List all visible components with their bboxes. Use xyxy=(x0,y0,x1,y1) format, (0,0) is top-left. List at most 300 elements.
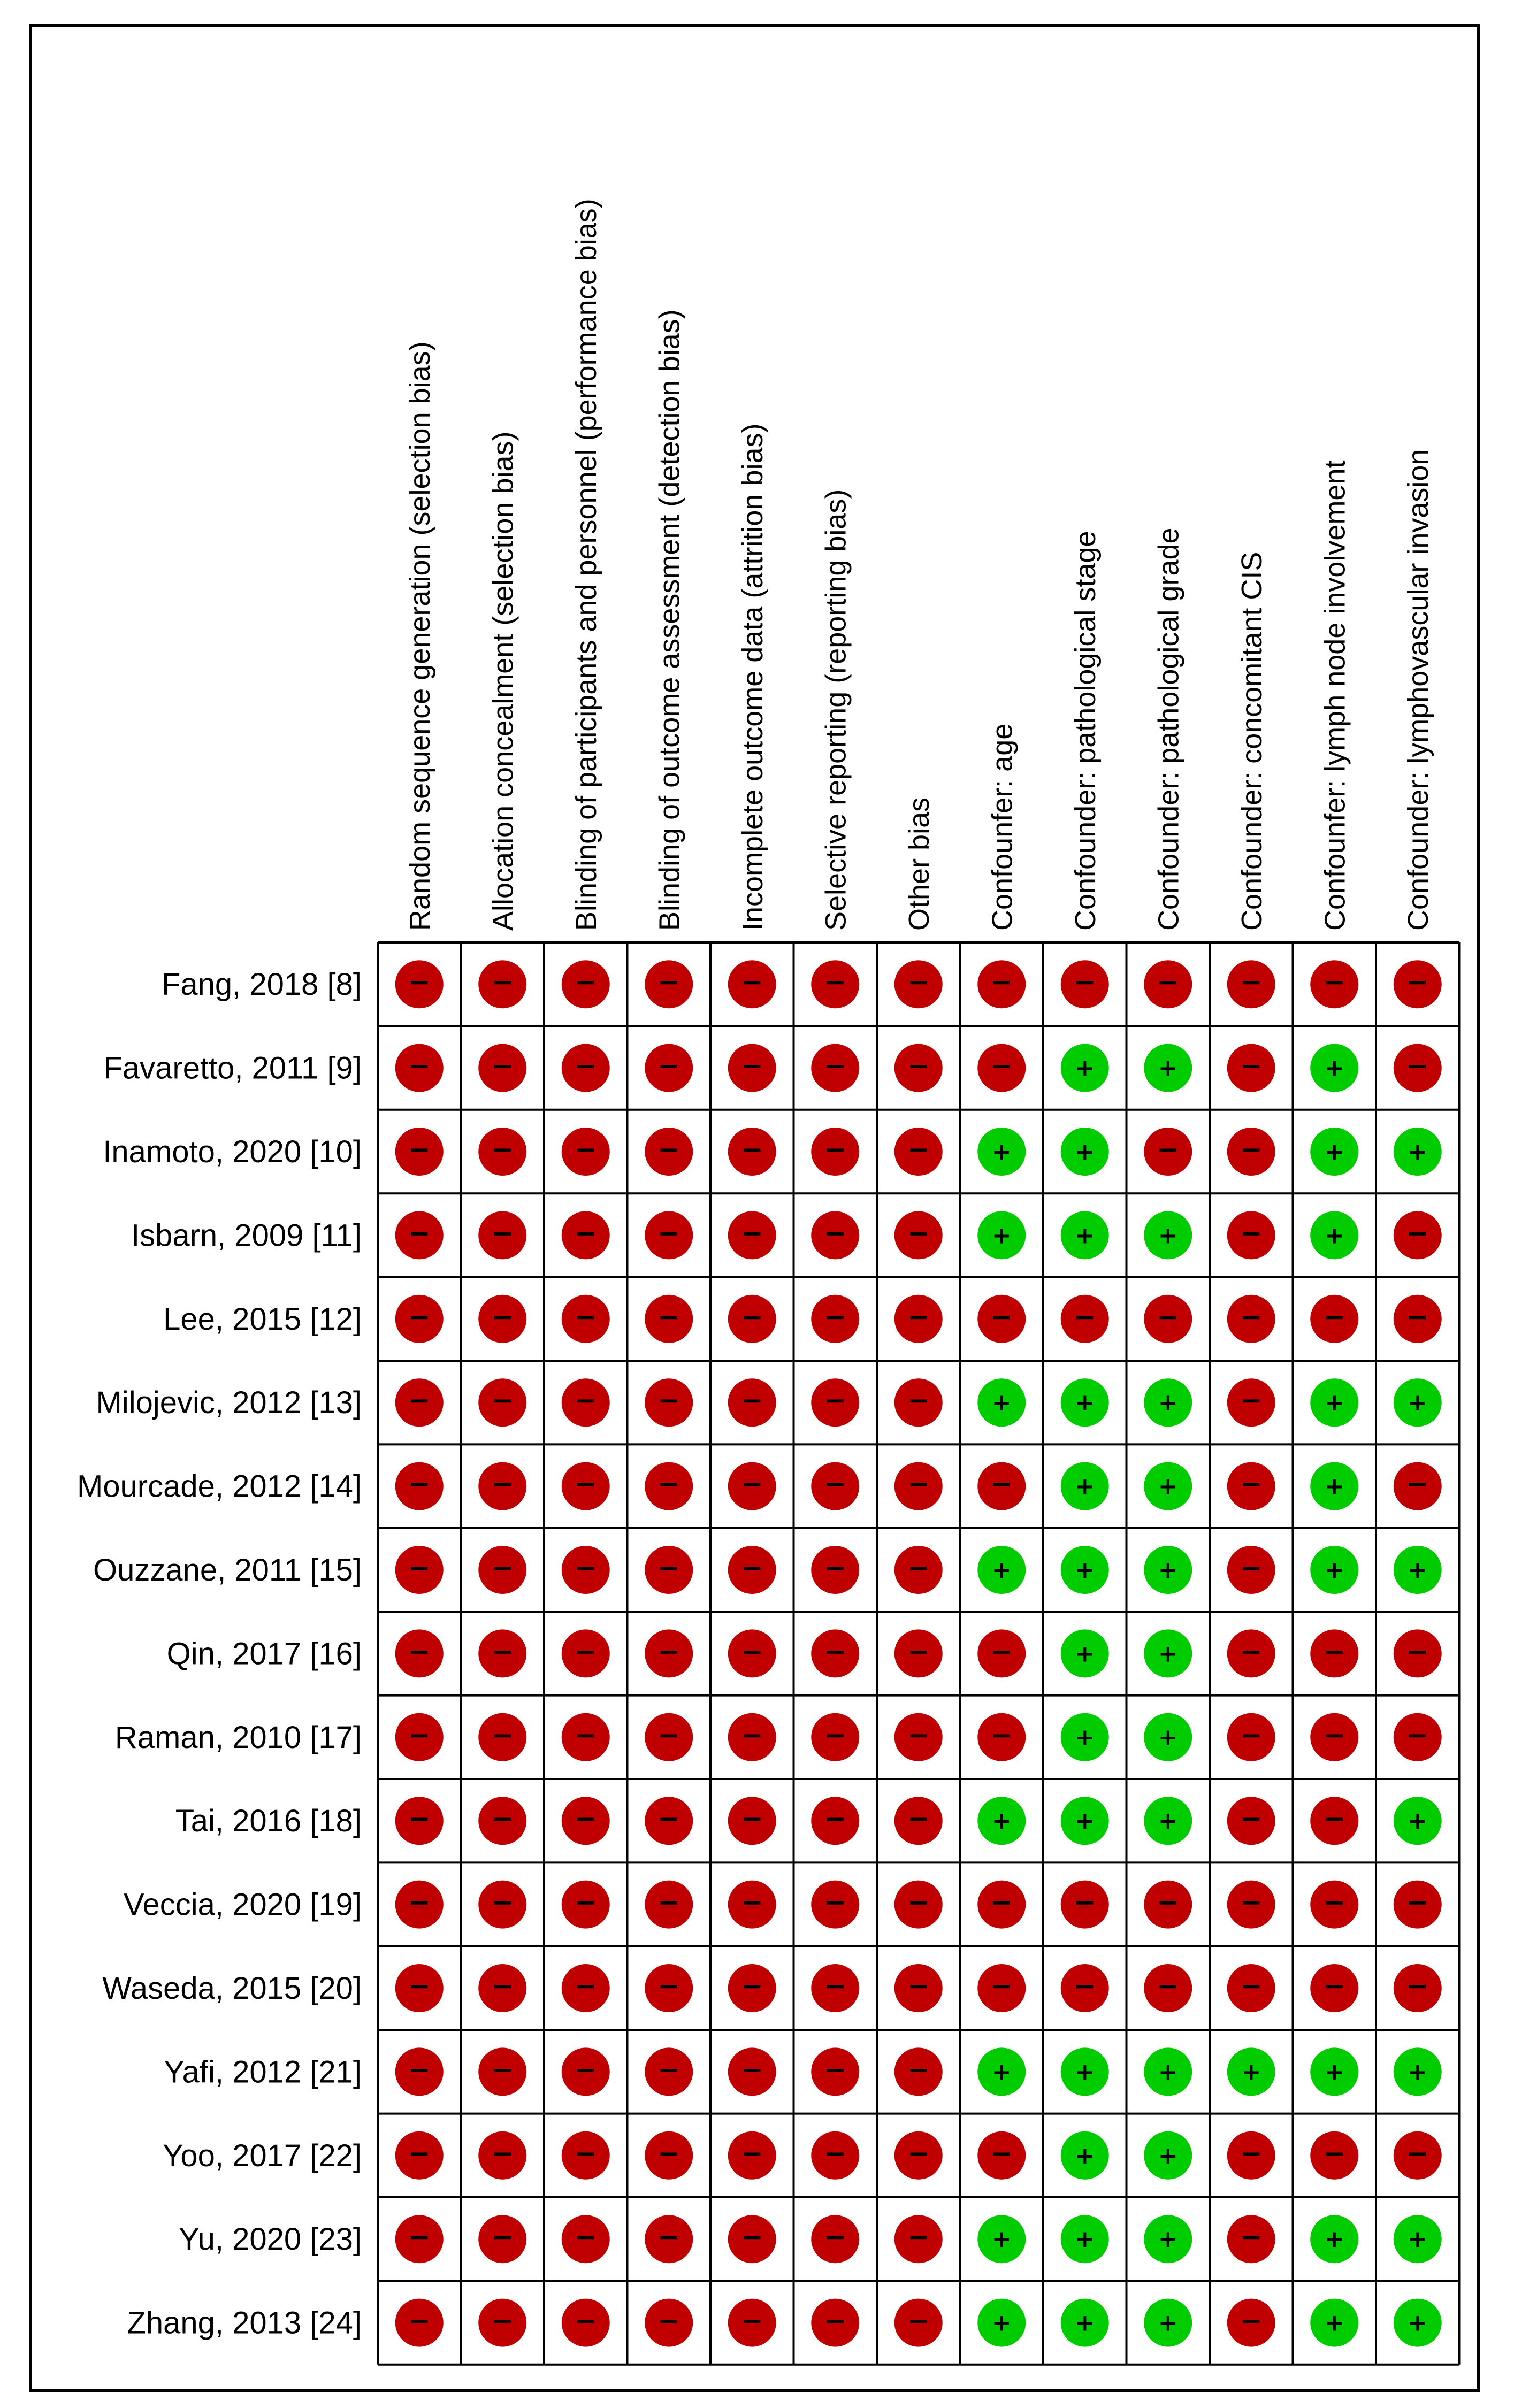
high-risk-mark xyxy=(478,1211,526,1259)
high-risk-mark xyxy=(1227,1211,1275,1259)
low-risk-mark xyxy=(977,2215,1026,2263)
high-risk-mark xyxy=(1227,2131,1275,2180)
high-risk-mark xyxy=(894,2047,943,2096)
high-risk-mark xyxy=(728,1964,776,2012)
plus-icon: + xyxy=(1075,2058,1095,2086)
plus-icon: + xyxy=(1324,2226,1344,2253)
minus-icon: − xyxy=(907,1134,930,1165)
minus-icon: − xyxy=(657,1636,680,1667)
plus-icon: + xyxy=(1075,1807,1095,1835)
high-risk-mark xyxy=(1394,1211,1442,1259)
minus-icon: − xyxy=(657,1468,680,1500)
high-risk-mark xyxy=(1144,1128,1192,1176)
minus-icon: − xyxy=(1406,2137,1429,2169)
minus-icon: − xyxy=(408,2137,431,2169)
high-risk-mark xyxy=(894,1629,943,1677)
high-risk-mark xyxy=(1227,1964,1275,2012)
minus-icon: − xyxy=(491,2221,514,2253)
high-risk-mark xyxy=(894,1044,943,1092)
high-risk-mark xyxy=(894,1462,943,1510)
high-risk-mark xyxy=(728,2047,776,2096)
high-risk-mark xyxy=(811,2299,859,2347)
minus-icon: − xyxy=(824,2221,847,2253)
minus-icon: − xyxy=(408,1301,431,1332)
plus-icon: + xyxy=(1075,2309,1095,2337)
high-risk-mark xyxy=(395,2047,444,2096)
high-risk-mark xyxy=(395,960,444,1008)
low-risk-mark xyxy=(1144,1629,1192,1677)
minus-icon: − xyxy=(657,2054,680,2085)
high-risk-mark xyxy=(1310,1797,1358,1845)
minus-icon: − xyxy=(408,1886,431,1918)
high-risk-mark xyxy=(1394,1462,1442,1510)
high-risk-mark xyxy=(645,1295,693,1343)
high-risk-mark xyxy=(894,2215,943,2263)
low-risk-mark xyxy=(1310,2299,1358,2347)
minus-icon: − xyxy=(574,1803,597,1835)
minus-icon: − xyxy=(408,2305,431,2336)
minus-icon: − xyxy=(907,1552,930,1583)
high-risk-mark xyxy=(478,1128,526,1176)
minus-icon: − xyxy=(491,1385,514,1416)
study-label: Qin, 2017 [16] xyxy=(166,1636,362,1671)
high-risk-mark xyxy=(395,2299,444,2347)
high-risk-mark xyxy=(645,960,693,1008)
low-risk-mark xyxy=(977,1378,1026,1427)
high-risk-mark xyxy=(894,960,943,1008)
plus-icon: + xyxy=(1408,1807,1428,1835)
minus-icon: − xyxy=(574,1134,597,1165)
minus-icon: − xyxy=(990,967,1013,998)
high-risk-mark xyxy=(894,1378,943,1427)
minus-icon: − xyxy=(1323,1803,1346,1835)
low-risk-mark xyxy=(1144,1797,1192,1845)
high-risk-mark xyxy=(395,1462,444,1510)
minus-icon: − xyxy=(907,2305,930,2336)
high-risk-mark xyxy=(1227,1462,1275,1510)
minus-icon: − xyxy=(657,1134,680,1165)
high-risk-mark xyxy=(894,2299,943,2347)
minus-icon: − xyxy=(1240,1468,1263,1500)
low-risk-mark xyxy=(1394,1797,1442,1845)
high-risk-mark xyxy=(1061,1964,1109,2012)
plus-icon: + xyxy=(991,2058,1012,2086)
high-risk-mark xyxy=(1061,1295,1109,1343)
plus-icon: + xyxy=(1408,2309,1428,2337)
high-risk-mark xyxy=(1227,1797,1275,1845)
study-label: Zhang, 2013 [24] xyxy=(127,2305,362,2341)
minus-icon: − xyxy=(1323,1719,1346,1751)
high-risk-mark xyxy=(1144,960,1192,1008)
minus-icon: − xyxy=(990,2137,1013,2169)
high-risk-mark xyxy=(478,2215,526,2263)
plus-icon: + xyxy=(1158,1640,1178,1668)
minus-icon: − xyxy=(824,1468,847,1500)
plus-icon: + xyxy=(1408,2226,1428,2253)
plus-icon: + xyxy=(1324,1054,1344,1082)
minus-icon: − xyxy=(1073,1301,1096,1332)
minus-icon: − xyxy=(907,1886,930,1918)
high-risk-mark xyxy=(478,1797,526,1845)
high-risk-mark xyxy=(645,1881,693,1929)
plus-icon: + xyxy=(1408,1138,1428,1165)
minus-icon: − xyxy=(408,1552,431,1583)
high-risk-mark xyxy=(645,1128,693,1176)
minus-icon: − xyxy=(824,1970,847,2001)
high-risk-mark xyxy=(728,1797,776,1845)
minus-icon: − xyxy=(657,1385,680,1416)
minus-icon: − xyxy=(657,1050,680,1082)
column-header: Other bias xyxy=(903,797,935,931)
low-risk-mark xyxy=(1310,1211,1358,1259)
minus-icon: − xyxy=(574,2221,597,2253)
low-risk-mark xyxy=(1310,2215,1358,2263)
high-risk-mark xyxy=(645,1797,693,1845)
minus-icon: − xyxy=(574,967,597,998)
high-risk-mark xyxy=(562,2131,610,2180)
high-risk-mark xyxy=(1394,960,1442,1008)
high-risk-mark xyxy=(478,1378,526,1427)
minus-icon: − xyxy=(408,1719,431,1751)
minus-icon: − xyxy=(740,2054,763,2085)
minus-icon: − xyxy=(1240,2137,1263,2169)
study-label: Fang, 2018 [8] xyxy=(161,967,362,1002)
minus-icon: − xyxy=(907,1970,930,2001)
study-label: Lee, 2015 [12] xyxy=(163,1301,362,1337)
minus-icon: − xyxy=(491,1301,514,1332)
high-risk-mark xyxy=(894,1713,943,1761)
high-risk-mark xyxy=(395,1881,444,1929)
minus-icon: − xyxy=(1240,2221,1263,2253)
minus-icon: − xyxy=(408,1803,431,1835)
plus-icon: + xyxy=(1408,1556,1428,1584)
minus-icon: − xyxy=(657,1886,680,1918)
high-risk-mark xyxy=(811,1964,859,2012)
high-risk-mark xyxy=(977,1713,1026,1761)
high-risk-mark xyxy=(478,2299,526,2347)
high-risk-mark xyxy=(728,1295,776,1343)
high-risk-mark xyxy=(811,1295,859,1343)
plus-icon: + xyxy=(1075,2142,1095,2169)
minus-icon: − xyxy=(1240,1301,1263,1332)
plus-icon: + xyxy=(1158,2058,1178,2086)
column-header: Allocation concealment (selection bias) xyxy=(487,431,519,931)
plus-icon: + xyxy=(991,1389,1012,1417)
plus-icon: + xyxy=(1158,2142,1178,2169)
minus-icon: − xyxy=(657,967,680,998)
minus-icon: − xyxy=(907,2221,930,2253)
minus-icon: − xyxy=(824,1217,847,1249)
high-risk-mark xyxy=(1394,1044,1442,1092)
high-risk-mark xyxy=(1310,1295,1358,1343)
minus-icon: − xyxy=(740,1217,763,1249)
high-risk-mark xyxy=(562,1881,610,1929)
high-risk-mark xyxy=(645,1211,693,1259)
minus-icon: − xyxy=(491,1552,514,1583)
minus-icon: − xyxy=(824,1636,847,1667)
minus-icon: − xyxy=(1323,1636,1346,1667)
high-risk-mark xyxy=(562,1797,610,1845)
low-risk-mark xyxy=(977,2299,1026,2347)
high-risk-mark xyxy=(811,1378,859,1427)
minus-icon: − xyxy=(907,1803,930,1835)
plus-icon: + xyxy=(1408,1389,1428,1417)
minus-icon: − xyxy=(408,1970,431,2001)
minus-icon: − xyxy=(740,967,763,998)
high-risk-mark xyxy=(645,1044,693,1092)
high-risk-mark xyxy=(728,1629,776,1677)
high-risk-mark xyxy=(562,2215,610,2263)
minus-icon: − xyxy=(824,1385,847,1416)
minus-icon: − xyxy=(740,1636,763,1667)
minus-icon: − xyxy=(740,1385,763,1416)
plus-icon: + xyxy=(991,2309,1012,2337)
high-risk-mark xyxy=(562,1378,610,1427)
minus-icon: − xyxy=(408,1636,431,1667)
minus-icon: − xyxy=(657,1719,680,1751)
low-risk-mark xyxy=(1394,1128,1442,1176)
minus-icon: − xyxy=(1323,1301,1346,1332)
high-risk-mark xyxy=(1310,1629,1358,1677)
high-risk-mark xyxy=(1310,960,1358,1008)
high-risk-mark xyxy=(728,1211,776,1259)
plus-icon: + xyxy=(991,1222,1012,1249)
column-header: Incomplete outcome data (attrition bias) xyxy=(736,423,769,931)
minus-icon: − xyxy=(574,1552,597,1583)
high-risk-mark xyxy=(1394,1629,1442,1677)
high-risk-mark xyxy=(1061,960,1109,1008)
high-risk-mark xyxy=(562,1546,610,1594)
minus-icon: − xyxy=(1240,1719,1263,1751)
minus-icon: − xyxy=(1240,1385,1263,1416)
minus-icon: − xyxy=(990,1970,1013,2001)
minus-icon: − xyxy=(491,1217,514,1249)
minus-icon: − xyxy=(824,1050,847,1082)
column-header: Blinding of outcome assessment (detection bias) xyxy=(653,309,686,931)
minus-icon: − xyxy=(1406,1719,1429,1751)
minus-icon: − xyxy=(1406,967,1429,998)
minus-icon: − xyxy=(907,2137,930,2169)
low-risk-mark xyxy=(1227,2047,1275,2096)
minus-icon: − xyxy=(574,1217,597,1249)
plus-icon: + xyxy=(1158,1807,1178,1835)
high-risk-mark xyxy=(811,1546,859,1594)
low-risk-mark xyxy=(1061,1044,1109,1092)
plus-icon: + xyxy=(1158,1389,1178,1417)
high-risk-mark xyxy=(728,1546,776,1594)
study-label: Veccia, 2020 [19] xyxy=(124,1887,362,1922)
high-risk-mark xyxy=(728,1128,776,1176)
plus-icon: + xyxy=(1075,1640,1095,1668)
minus-icon: − xyxy=(1323,967,1346,998)
minus-icon: − xyxy=(1323,1970,1346,2001)
minus-icon: − xyxy=(574,1636,597,1667)
column-header: Confounder: lymphovascular invasion xyxy=(1402,449,1434,931)
minus-icon: − xyxy=(491,1468,514,1500)
low-risk-mark xyxy=(977,1128,1026,1176)
minus-icon: − xyxy=(491,1886,514,1918)
high-risk-mark xyxy=(894,1797,943,1845)
high-risk-mark xyxy=(1227,1713,1275,1761)
low-risk-mark xyxy=(1144,1044,1192,1092)
column-header: Confounfer: lymph node involvement xyxy=(1319,460,1351,931)
minus-icon: − xyxy=(740,2137,763,2169)
plus-icon: + xyxy=(1324,1473,1344,1500)
low-risk-mark xyxy=(1144,2299,1192,2347)
high-risk-mark xyxy=(811,2047,859,2096)
high-risk-mark xyxy=(645,1378,693,1427)
study-label: Favaretto, 2011 [9] xyxy=(103,1050,362,1086)
high-risk-mark xyxy=(395,1629,444,1677)
minus-icon: − xyxy=(574,2054,597,2085)
high-risk-mark xyxy=(894,1881,943,1929)
high-risk-mark xyxy=(1227,1044,1275,1092)
high-risk-mark xyxy=(1394,2131,1442,2180)
low-risk-mark xyxy=(1061,1546,1109,1594)
minus-icon: − xyxy=(657,2137,680,2169)
plus-icon: + xyxy=(1075,1222,1095,1249)
study-label: Mourcade, 2012 [14] xyxy=(77,1469,362,1504)
low-risk-mark xyxy=(1394,2047,1442,2096)
minus-icon: − xyxy=(990,1719,1013,1751)
high-risk-mark xyxy=(395,1295,444,1343)
minus-icon: − xyxy=(1406,1468,1429,1500)
high-risk-mark xyxy=(1394,1881,1442,1929)
minus-icon: − xyxy=(740,1719,763,1751)
column-header: Confounder: concomitant CIS xyxy=(1235,551,1268,931)
study-label: Yafi, 2012 [21] xyxy=(164,2054,362,2090)
high-risk-mark xyxy=(728,960,776,1008)
high-risk-mark xyxy=(811,1044,859,1092)
minus-icon: − xyxy=(657,1217,680,1249)
high-risk-mark xyxy=(1227,1546,1275,1594)
minus-icon: − xyxy=(408,1134,431,1165)
minus-icon: − xyxy=(740,1134,763,1165)
minus-icon: − xyxy=(491,1134,514,1165)
low-risk-mark xyxy=(1144,2215,1192,2263)
minus-icon: − xyxy=(907,1301,930,1332)
minus-icon: − xyxy=(1073,967,1096,998)
high-risk-mark xyxy=(395,1128,444,1176)
minus-icon: − xyxy=(657,2305,680,2336)
minus-icon: − xyxy=(907,967,930,998)
minus-icon: − xyxy=(824,1719,847,1751)
minus-icon: − xyxy=(990,1636,1013,1667)
high-risk-mark xyxy=(811,2131,859,2180)
minus-icon: − xyxy=(574,1970,597,2001)
minus-icon: − xyxy=(1240,1050,1263,1082)
high-risk-mark xyxy=(645,2047,693,2096)
high-risk-mark xyxy=(395,2131,444,2180)
high-risk-mark xyxy=(977,1044,1026,1092)
plus-icon: + xyxy=(1075,2226,1095,2253)
minus-icon: − xyxy=(1157,1134,1180,1165)
study-label: Raman, 2010 [17] xyxy=(114,1720,362,1755)
high-risk-mark xyxy=(1227,1295,1275,1343)
high-risk-mark xyxy=(395,1964,444,2012)
low-risk-mark xyxy=(1061,1629,1109,1677)
high-risk-mark xyxy=(478,1295,526,1343)
minus-icon: − xyxy=(824,1301,847,1332)
minus-icon: − xyxy=(1073,1886,1096,1918)
high-risk-mark xyxy=(562,2047,610,2096)
minus-icon: − xyxy=(824,967,847,998)
minus-icon: − xyxy=(491,1636,514,1667)
minus-icon: − xyxy=(574,1719,597,1751)
minus-icon: − xyxy=(990,1886,1013,1918)
low-risk-mark xyxy=(1144,1378,1192,1427)
minus-icon: − xyxy=(1406,1217,1429,1249)
high-risk-mark xyxy=(645,2215,693,2263)
low-risk-mark xyxy=(1310,1044,1358,1092)
high-risk-mark xyxy=(645,2299,693,2347)
study-label: Yu, 2020 [23] xyxy=(179,2222,362,2257)
minus-icon: − xyxy=(990,1050,1013,1082)
low-risk-mark xyxy=(1061,2131,1109,2180)
high-risk-mark xyxy=(478,2131,526,2180)
high-risk-mark xyxy=(1394,1713,1442,1761)
minus-icon: − xyxy=(1157,1886,1180,1918)
low-risk-mark xyxy=(1310,1128,1358,1176)
high-risk-mark xyxy=(1227,960,1275,1008)
plus-icon: + xyxy=(1158,1054,1178,1082)
high-risk-mark xyxy=(645,1964,693,2012)
high-risk-mark xyxy=(1227,2215,1275,2263)
high-risk-mark xyxy=(977,1295,1026,1343)
plus-icon: + xyxy=(991,1138,1012,1165)
high-risk-mark xyxy=(728,1713,776,1761)
high-risk-mark xyxy=(811,1629,859,1677)
minus-icon: − xyxy=(408,1385,431,1416)
minus-icon: − xyxy=(1240,1886,1263,1918)
minus-icon: − xyxy=(1240,967,1263,998)
low-risk-mark xyxy=(1061,1713,1109,1761)
plus-icon: + xyxy=(1075,1054,1095,1082)
high-risk-mark xyxy=(478,1713,526,1761)
high-risk-mark xyxy=(562,1462,610,1510)
minus-icon: − xyxy=(907,1385,930,1416)
minus-icon: − xyxy=(1406,1050,1429,1082)
column-header: Random sequence generation (selection bias) xyxy=(403,341,436,931)
minus-icon: − xyxy=(574,2305,597,2336)
high-risk-mark xyxy=(478,1881,526,1929)
minus-icon: − xyxy=(740,1468,763,1500)
high-risk-mark xyxy=(894,1546,943,1594)
column-header: Blinding of participants and personnel (performance bias) xyxy=(570,198,602,931)
minus-icon: − xyxy=(491,2137,514,2169)
plus-icon: + xyxy=(1324,2309,1344,2337)
high-risk-mark xyxy=(562,1211,610,1259)
high-risk-mark xyxy=(1061,1881,1109,1929)
minus-icon: − xyxy=(824,1803,847,1835)
minus-icon: − xyxy=(740,2305,763,2336)
high-risk-mark xyxy=(728,1462,776,1510)
minus-icon: − xyxy=(907,1050,930,1082)
low-risk-mark xyxy=(1310,1546,1358,1594)
high-risk-mark xyxy=(1310,1964,1358,2012)
high-risk-mark xyxy=(395,1378,444,1427)
plus-icon: + xyxy=(1158,2309,1178,2337)
study-label: Inamoto, 2020 [10] xyxy=(103,1134,362,1169)
high-risk-mark xyxy=(645,1546,693,1594)
low-risk-mark xyxy=(1061,2299,1109,2347)
column-header: Confounder: pathological stage xyxy=(1069,531,1102,931)
low-risk-mark xyxy=(1144,2047,1192,2096)
high-risk-mark xyxy=(562,1964,610,2012)
plus-icon: + xyxy=(1075,1723,1095,1751)
low-risk-mark xyxy=(977,1211,1026,1259)
high-risk-mark xyxy=(1227,1629,1275,1677)
